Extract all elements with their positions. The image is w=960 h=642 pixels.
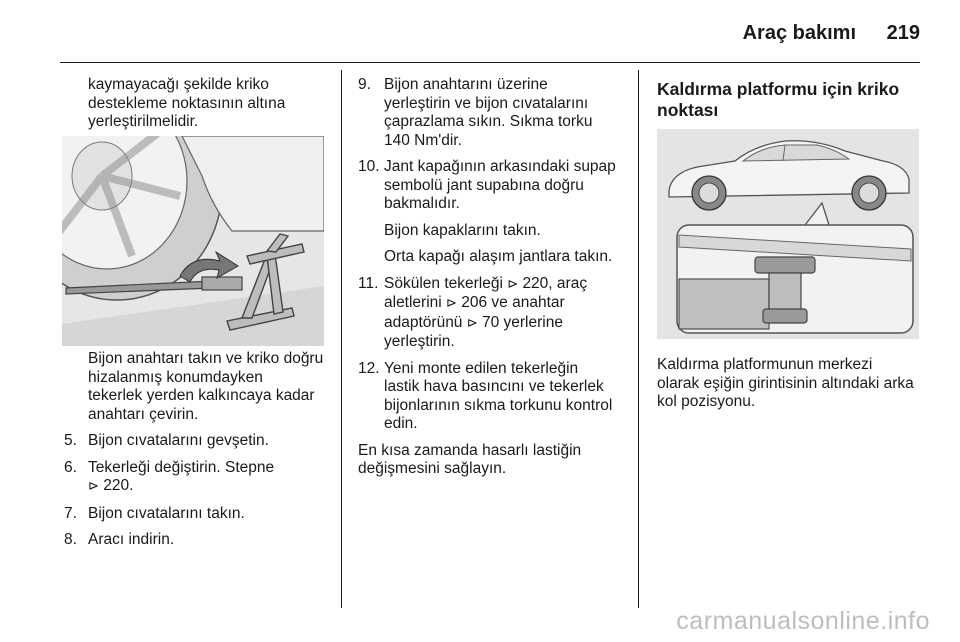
jack-under-wheel-illustration [62, 136, 324, 346]
middle-column [358, 76, 636, 479]
page-reference[interactable]: 206 ve anahtar [461, 294, 565, 311]
page-reference[interactable]: 70 yerlerine [481, 313, 563, 331]
step-5: 5. Bijon cıvatalarını gevşetin. [64, 432, 269, 449]
reference-arrow-icon: ⊳ [466, 315, 478, 331]
step-number: 11. [358, 274, 379, 292]
step-number: 5. [64, 432, 77, 449]
step-number: 12. [358, 359, 380, 377]
right-column-heading-block [657, 79, 922, 121]
step-number: 7. [64, 504, 77, 522]
step-number: 6. [64, 458, 77, 476]
right-column-caption [657, 356, 922, 412]
step-10: 10. Jant kapağının arkasındaki supap sembolü jant supabına doğru bakmalıdır. [358, 158, 616, 212]
section-title: Araç bakımı [742, 22, 856, 44]
step-7: 7. Bijon cıvatalarını takın. [64, 504, 245, 522]
page-reference[interactable]: ⊳ 220. [88, 477, 134, 494]
jack-figure [62, 136, 324, 346]
column-divider-left [341, 70, 342, 608]
lift-point-figure [657, 129, 919, 339]
step-10-extra-1: Bijon kapaklarını takın. [384, 221, 541, 239]
figure-caption: Kaldırma platformunun merkezi olarak eşiğin girintisinin altındaki arka kol pozisyonu. [657, 356, 914, 410]
watermark: carmanualsonline.info [676, 607, 930, 635]
closing-paragraph: En kısa zamanda hasarlı lastiğin değişmesini sağlayın. [358, 441, 582, 477]
step-4-text: Bijon anahtarı takın ve kriko doğru hizalanmış konumdayken tekerlek yerden kalkıncaya kadar anahtarı çevirin. [88, 350, 324, 423]
intro-paragraph: kaymayacağı şekilde kriko destekleme noktasının altına yerleştirilmelidir. [88, 76, 286, 130]
step-number: 10. [358, 158, 380, 175]
page-header [60, 0, 920, 63]
step-12: 12. Yeni monte edilen tekerleğin lastik hava basıncını ve tekerlek bijonlarının sıkma torkunu kontrol edin. [358, 359, 613, 432]
step-9: 9. Bijon anahtarını üzerine yerleştirin ve bijon cıvatalarını çaprazlama sıkın. Sıkma torku 140 Nm'dir. [358, 76, 593, 149]
step-number: 8. [64, 531, 77, 548]
left-column-steps [64, 350, 338, 558]
step-10-extra-2: Orta kapağı alaşım jantlara takın. [384, 248, 613, 265]
step-8: 8. Aracı indirin. [64, 531, 175, 548]
step-number: 9. [358, 76, 371, 93]
reference-arrow-icon: ⊳ [507, 276, 519, 292]
lift-point-car-illustration [657, 129, 919, 339]
column-divider-right [638, 70, 639, 608]
reference-arrow-icon: ⊳ [446, 296, 457, 311]
section-heading: Kaldırma platformu için kriko noktası [657, 79, 900, 120]
step-6: 6. Tekerleği değiştirin. Stepne ⊳ 220. [88, 459, 338, 497]
page-reference[interactable]: 220, araç [522, 274, 588, 292]
page-number: 219 [886, 22, 920, 44]
left-column-intro [88, 76, 338, 132]
step-11: 11. Sökülen tekerleği ⊳ 220, araç aletlerini ⊳ 206 ve anahtar adaptörünü ⊳ 70 yerlerine yerleştirin. [358, 274, 588, 350]
reference-arrow-icon: ⊳ [88, 479, 99, 494]
